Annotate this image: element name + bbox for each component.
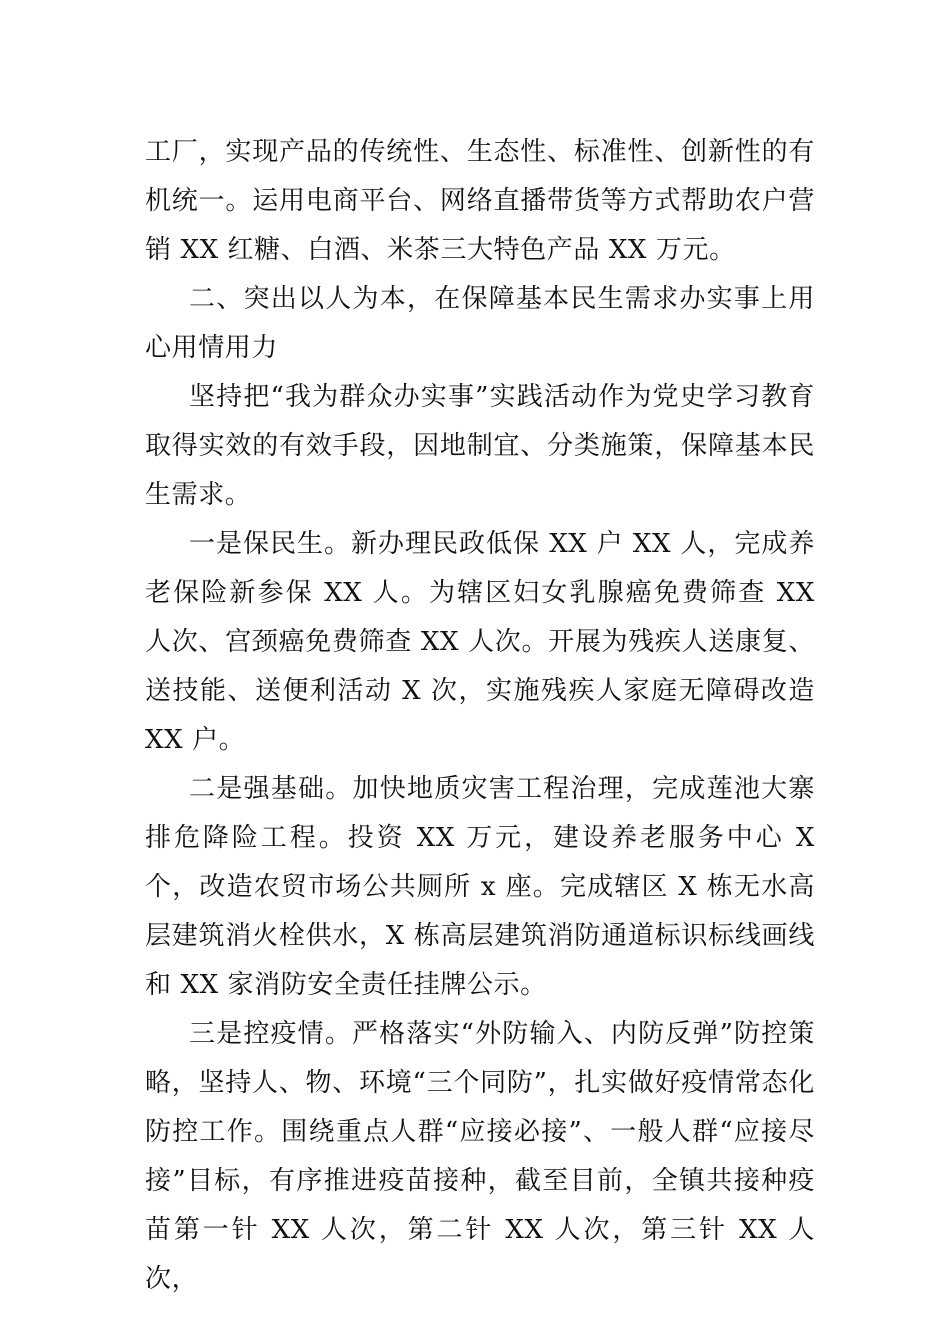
paragraph-product-marketing bbox=[145, 128, 815, 275]
text-line: 栓供水，X 栋高层建筑消防通道标识标线画线和 XX 家消防 bbox=[145, 921, 815, 1000]
section-heading-people-first bbox=[145, 275, 815, 373]
text-line: 化防控工作。围绕重点人群“应接必接”、一般人群“应 bbox=[145, 1068, 815, 1147]
text-line: 一是保民生。新办理民政低保 XX 户 XX 人，完成养老 bbox=[145, 529, 815, 608]
text-line: 宫颈癌免费筛查 XX 人次。开展为残疾人送康复、送技能、 bbox=[145, 627, 815, 706]
text-line: 工厂，实现产品的传统性、生态性、标准性、创新性的有 bbox=[145, 137, 815, 167]
text-line: 生需求。 bbox=[145, 480, 252, 510]
text-line: 安全责任挂牌公示。 bbox=[307, 970, 547, 1000]
paragraph-epidemic-control bbox=[145, 1010, 815, 1304]
text-line: 用情用力 bbox=[171, 333, 279, 363]
text-line: 二是强基础。加快地质灾害工程治理，完成莲池大寨排 bbox=[145, 774, 815, 853]
paragraph-livelihood bbox=[145, 520, 815, 765]
text-line: 农贸市场公共厕所 x 座。完成辖区 X 栋无水高层建筑消火 bbox=[145, 872, 815, 951]
text-line: 种疫苗第一针 XX 人次，第二针 XX 人次，第三针 XX 人次， bbox=[145, 1166, 816, 1294]
text-line: 坚持把“我为群众办实事”实践活动作为党史学习教育 bbox=[189, 382, 815, 412]
text-line: 销 XX 红糖、白酒、米茶三大特色产品 XX 万元。 bbox=[145, 235, 736, 265]
text-line: 接尽接”目标，有序推进疫苗接种，截至目前，全镇共接 bbox=[145, 1117, 816, 1196]
document-body bbox=[145, 128, 815, 1304]
paragraph-practice-activity bbox=[145, 373, 815, 520]
text-line: 三是控疫情。严格落实“外防输入、内防反弹”防控策 bbox=[189, 1019, 815, 1049]
text-line: 保险新参保 XX 人。为辖区妇女乳腺癌免费筛查 XX 人次、 bbox=[145, 578, 815, 657]
text-line: 送便利活动 X 次，实施残疾人家庭无障碍改造 XX 户。 bbox=[145, 676, 815, 755]
text-line: 取得实效的有效手段，因地制宜、分类施策，保障基本民 bbox=[145, 431, 815, 461]
text-line: 二、突出以人为本，在保障基本民生需求办实事上用心 bbox=[145, 284, 815, 363]
text-line: 危降险工程。投资 XX 万元，建设养老服务中心 X 个，改造 bbox=[145, 823, 815, 902]
paragraph-infrastructure bbox=[145, 765, 815, 1010]
text-line: 机统一。运用电商平台、网络直播带货等方式帮助农户营 bbox=[145, 186, 815, 216]
text-line: 略，坚持人、物、环境“三个同防”，扎实做好疫情常态 bbox=[145, 1068, 789, 1098]
